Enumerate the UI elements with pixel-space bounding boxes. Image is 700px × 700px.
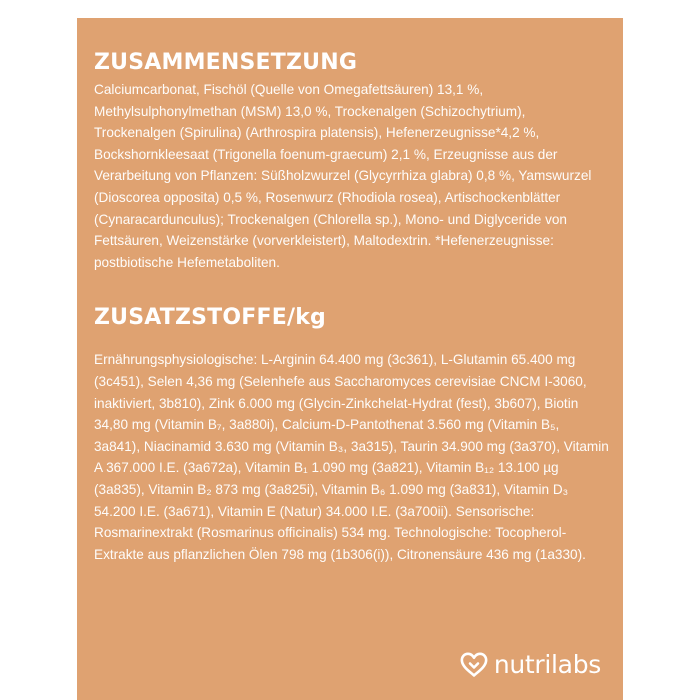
brand-logo: [459, 651, 601, 678]
brand-name: nutrilabs: [493, 650, 601, 679]
additives-text: Ernährungsphysiologische: L-Arginin 64.400 mg (3c361), L-Glutamin 65.400 mg (3c451), Selen 4,36 mg (Selenhefe aus Saccharomyces cerevisiae CNCM I-3060, inaktiviert, 3b810), Zink 6.000 mg (Glycin-Zinkchelat-Hydrat (fest), 3b607), Biotin 34,80 mg (Vitamin B₇, 3a880i), Calcium-D-Pantothenat 3.560 mg (Vitamin B₅, 3a841), Niacinamid 3.630 mg (Vitamin B₃, 3a315), Taurin 34.900 mg (3a370), Vitamin A 367.000 I.E. (3a672a), Vitamin B₁ 1.090 mg (3a821), Vitamin B₁₂ 13.100 µg (3a835), Vitamin B₂ 873 mg (3a825i), Vitamin B₆ 1.090 mg (3a831), Vitamin D₃ 54.200 I.E. (3a671), Vitamin E (Natur) 34.000 I.E. (3a700ii). Sensorische: Rosmarinextrakt (Rosmarinus officinalis) 534 mg. Technologische: Tocopherol-Extrakte aus pflanzlichen Ölen 798 mg (1b306(i)), Citronensäure 436 mg (1a330).: [94, 352, 609, 562]
composition-text: Calciumcarbonat, Fischöl (Quelle von Omegafettsäuren) 13,1 %, Methylsulphonylmethan (MSM) 13,0 %, Trockenalgen (Schizochytrium), Trockenalgen (Spirulina) (Arthrospira platensis), Hefenerzeugnisse*4,2 %, Bockshornkleesaat (Trigonella foenum-graecum) 2,1 %, Erzeugnisse aus der Verarbeitung von Pflanzen: Süßholzwurzel (Glycyrrhiza glabra) 0,8 %, Yamswurzel (Dioscorea opposita) 0,5 %, Rosenwurz (Rhodiola rosea), Artischockenblätter (Cynaracardunculus); Trockenalgen (Chlorella sp.), Mono- und Diglyceride von Fettsäuren, Weizenstärke (vorverkleistert), Maltodextrin. *Hefenerzeugnisse: postbiotische Hefemetaboliten.: [94, 82, 592, 270]
ingredients-panel: [77, 18, 623, 700]
additives-heading: ZUSATZSTOFFE/kg: [94, 305, 326, 331]
heart-outline-icon: [459, 651, 489, 678]
composition-heading: ZUSAMMENSETZUNG: [94, 50, 358, 75]
